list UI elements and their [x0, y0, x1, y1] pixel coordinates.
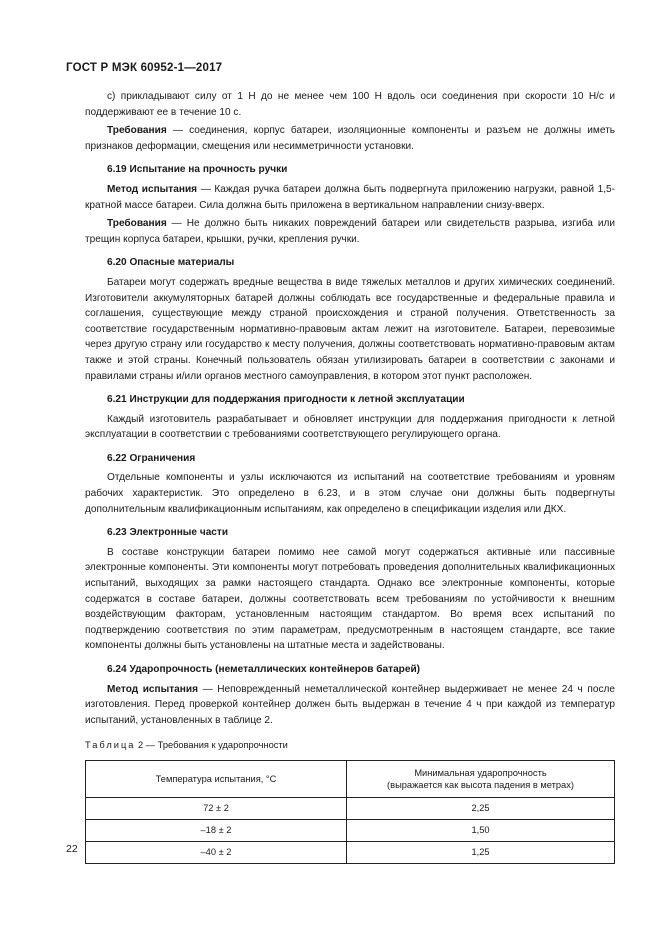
cell-drop-height: 1,50 [347, 819, 615, 841]
paragraph [85, 216, 615, 247]
cell-temperature: 72 ± 2 [86, 797, 347, 819]
table-row [86, 797, 615, 819]
bold-label: Требования [107, 218, 167, 230]
table-header-row [86, 760, 615, 797]
paragraph [85, 123, 615, 154]
table-caption [85, 738, 615, 754]
cell-drop-height: 2,25 [347, 797, 615, 819]
paragraph [85, 182, 615, 213]
table-row [86, 819, 615, 841]
paragraph-text: — соединения, корпус батареи, изоляционные компоненты и разъем не должны иметь признаков деформации, смещения или несимметричности установки. [85, 125, 615, 152]
paragraph-text: — Не должно быть никаких повреждений батареи или свидетельств разрыва, изгиба или трещин корпуса батареи, крышки, ручки, крепления ручки. [85, 218, 615, 245]
paragraph: В составе конструкции батареи помимо нее самой могут содержаться активные или пассивные электронные компоненты. Эти компоненты могут потребовать проведения дополнительных квалификационных испытаний, выходящих за рамки настоящего стандарта. Однако все электронные компоненты, которые содержатся в составе батареи, должны соответствовать всем требованиям по устойчивости к внешним воздействующим факторам, установленным настоящим стандартом. Во время всех испытаний по подтверждению соответствия по этим параметрам, предусмотренным в настоящем стандарте, все такие компоненты должны быть установлены на штатные места и задействованы. [85, 546, 615, 652]
section-heading-6-23: 6.23 Электронные части [107, 527, 229, 539]
column-header-temperature: Температура испытания, °С [86, 760, 347, 797]
paragraph: Каждый изготовитель разрабатывает и обновляет инструкции для поддержания пригодности к летной эксплуатации в соответствии с требованиями соответствующего регулирующего органа. [85, 413, 615, 441]
paragraph-text: — Неповрежденный неметаллической контейнер выдерживает не менее 24 ч после изготовления. Перед проверкой контейнер должен быть выдержан в течение 4 ч при каждой из температур испытаний, установленных в таблице 2. [85, 683, 615, 726]
cell-temperature: –40 ± 2 [86, 841, 347, 863]
bold-label: Метод испытания [107, 183, 198, 195]
bold-label: Требования [107, 125, 167, 137]
page-number: 22 [66, 843, 78, 855]
paragraph: с) прикладывают силу от 1 Н до не менее чем 100 Н вдоль оси соединения при скорости 10 Н/с и поддерживают ее в течение 10 с. [85, 91, 615, 118]
section-heading-6-21: 6.21 Инструкции для поддержания пригодности к летной эксплуатации [107, 394, 465, 406]
document-header: ГОСТ Р МЭК 60952-1—2017 [66, 62, 223, 74]
cell-temperature: –18 ± 2 [86, 819, 347, 841]
impact-strength-table [85, 760, 615, 864]
section-heading-6-22: 6.22 Ограничения [107, 452, 196, 464]
bold-label: Метод испытания [107, 683, 198, 695]
section-heading-6-20: 6.20 Опасные материалы [107, 257, 235, 269]
column-header-line: Минимальная ударопрочность [414, 767, 547, 778]
paragraph: Отдельные компоненты и узлы исключаются из испытаний на соответствие требованиям и уровням рабочих характеристик. Это определено в 6.23, и в этом случае они должны быть подвергнуты дополнительным квалификационным испытаниям, как определено в спецификации изделия или ДКХ. [85, 472, 615, 515]
paragraph: Батареи могут содержать вредные вещества в виде тяжелых металлов и других химических соединений. Изготовители аккумуляторных батарей должны соблюдать все государственные и федеральные правила и соглашения, существующие между страной происхождения и страной получения. Ответственность за соответствие государственным нормативно-правовым актам лежит на изготовителе. Батареи, перевозимые через другую страну или государство к месту получения, должны соответствовать нормативно-правовым актам также и этой страны. Конечный пользователь обязан утилизировать батареи в соответствии с законами и правилами страны и/или органов местного самоуправления, в котором этот пункт расположен. [85, 276, 615, 382]
document-body [85, 89, 615, 864]
paragraph [85, 682, 615, 729]
section-heading-6-24: 6.24 Ударопрочность (неметаллических контейнеров батарей) [107, 664, 421, 675]
table-row [86, 841, 615, 863]
table-caption-text: 2 — Требования к ударопрочности [135, 740, 288, 751]
paragraph-text: — Каждая ручка батареи должна быть подвергнута приложению нагрузки, равной 1,5-кратной массе батареи. Сила должна быть приложена в вертикальном направлении снизу-вверх. [85, 183, 616, 211]
section-heading-6-19: 6.19 Испытание на прочность ручки [107, 164, 288, 176]
table-caption-prefix: Таблица [85, 740, 136, 751]
column-header-impact-strength [347, 760, 615, 797]
cell-drop-height: 1,25 [347, 841, 615, 863]
column-header-line: (выражается как высота падения в метрах) [387, 779, 574, 790]
